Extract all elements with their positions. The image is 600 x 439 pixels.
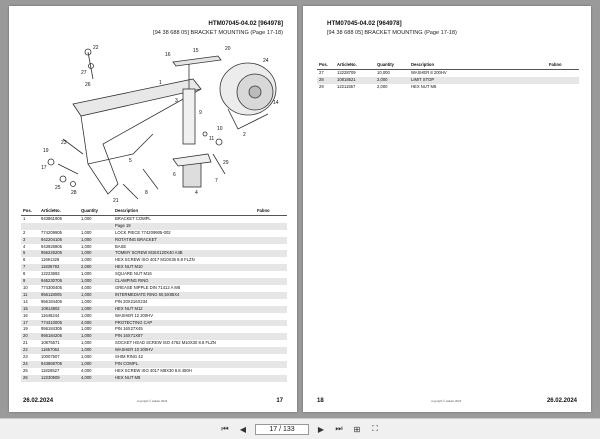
table-cell: 2,000 [375, 77, 409, 84]
table-cell: 942204105 [39, 237, 79, 244]
page-title: HTM07045-04.02 [964978] [327, 20, 402, 27]
table-cell [255, 271, 287, 278]
table-cell: 943861905 [41, 215, 62, 221]
table-row [21, 271, 287, 278]
table-cell [255, 361, 287, 368]
table-cell: 15 [21, 306, 39, 313]
table-cell: 14 [23, 298, 28, 304]
table-cell [255, 278, 287, 285]
table-cell: 1,000 [79, 278, 113, 285]
svg-text:16: 16 [165, 52, 171, 58]
table-cell: HEX NUT M10 [113, 264, 255, 271]
page-separator: / [279, 425, 282, 433]
svg-text:10: 10 [217, 126, 223, 132]
page-current: 17 [269, 425, 278, 433]
table-row [21, 313, 287, 320]
table-cell [255, 292, 287, 299]
table-cell [255, 326, 287, 333]
table-cell: PIN COMPL. [113, 361, 255, 368]
table-cell: LOCK PIECE 774209905-002 [115, 229, 171, 235]
table-cell: 1,000 [81, 243, 92, 249]
page-total: 133 [282, 425, 295, 433]
page-indicator[interactable] [255, 424, 309, 435]
footer-page-number: 18 [317, 398, 324, 404]
table-cell: 12223693 [41, 271, 60, 277]
table-cell: 20 [21, 333, 39, 340]
table-cell: 11646244 [41, 312, 60, 318]
table-cell: SOCKET HEAD SCREW ISO 4762 M10X30 8.8 FLZN [115, 340, 216, 346]
fullscreen-icon[interactable]: ⛶ [372, 424, 378, 433]
table-cell: 1,000 [81, 354, 92, 360]
last-page-icon[interactable]: ⏭ [335, 424, 343, 433]
table-cell [255, 264, 287, 271]
table-cell: 11657062 [39, 347, 79, 354]
table-cell: HEX NUT M8 [411, 83, 437, 89]
svg-text:15: 15 [193, 48, 199, 54]
svg-text:5: 5 [129, 158, 132, 164]
svg-text:17: 17 [41, 165, 47, 171]
table-cell: 956184205 [39, 333, 79, 340]
table-cell: 12228709 [337, 69, 356, 75]
page-subtitle: [94 38 688 05] BRACKET MOUNTING (Page 17-18) [327, 30, 457, 36]
table-cell [255, 333, 287, 340]
svg-text:4: 4 [195, 190, 198, 196]
table-row [21, 250, 287, 257]
table-cell [255, 320, 287, 327]
table-cell: 4,000 [81, 284, 92, 290]
next-page-icon[interactable]: ▶ [317, 424, 325, 434]
table-cell: 956118005 [39, 292, 79, 299]
svg-text:1: 1 [159, 80, 162, 86]
column-header: Pos. [21, 208, 39, 215]
table-row [21, 264, 287, 271]
table-cell [255, 299, 287, 306]
table-cell: 10814802 [39, 306, 79, 313]
svg-text:24: 24 [263, 58, 269, 64]
table-cell: 1,000 [81, 326, 92, 332]
table-cell: HEX SCREW ISO 4017 M10X35 8.8 FLZN [115, 257, 195, 263]
svg-text:2: 2 [243, 132, 246, 138]
table-cell: 4 [23, 243, 26, 249]
table-cell: 10 [23, 284, 28, 290]
table-cell: 1,000 [81, 215, 92, 221]
parts-table [317, 62, 579, 91]
table-cell: INTERMEDIATE RING 60,5X85X4 [113, 292, 255, 299]
table-row [21, 354, 287, 361]
table-cell: WASHER 10 200HV [113, 347, 255, 354]
table-cell: 1,000 [79, 306, 113, 313]
table-row [21, 347, 287, 354]
table-cell: 10818521 [335, 77, 375, 84]
table-cell: 5 [21, 250, 39, 257]
table-cell [255, 237, 287, 244]
table-row [317, 77, 579, 84]
table-cell [255, 244, 287, 251]
table-cell: SHIM RING 42 [115, 354, 143, 360]
table-cell [255, 257, 287, 264]
table-row [317, 84, 579, 91]
table-cell: 17 [21, 320, 39, 327]
table-cell: 8 [23, 271, 26, 277]
table-cell: PROTECTING CAP [113, 320, 255, 327]
column-header: ArticleNo. [335, 62, 375, 69]
svg-text:7: 7 [215, 178, 218, 184]
table-cell: 12230509 [39, 375, 79, 382]
table-cell: 10,000 [377, 69, 390, 75]
svg-text:26: 26 [85, 82, 91, 88]
table-cell: 11691328 [41, 257, 60, 263]
table-row [21, 257, 287, 264]
svg-text:21: 21 [113, 198, 119, 204]
table-cell: 1,000 [81, 257, 92, 263]
table-cell [21, 223, 39, 230]
table-cell: 25 [23, 367, 28, 373]
table-header-row [317, 62, 579, 69]
column-header: ArticleNo. [39, 208, 79, 215]
table-row [21, 278, 287, 285]
table-cell [255, 368, 287, 375]
table-row [21, 285, 287, 292]
footer-date: 26.02.2024 [546, 398, 577, 404]
table-row [21, 375, 287, 382]
table-row [21, 340, 287, 347]
svg-text:8: 8 [145, 190, 148, 196]
table-cell: 774209905 [41, 229, 62, 235]
table-cell: 1,000 [79, 361, 113, 368]
table-cell: 10875571 [41, 340, 60, 346]
footer-copyright: copyright © walder 2024 [431, 399, 462, 403]
table-cell: 1 [23, 215, 26, 221]
viewer-toolbar [0, 418, 600, 439]
parts-table [21, 208, 287, 382]
table-cell: LIMIT STOP [409, 77, 547, 84]
table-cell [255, 285, 287, 292]
exploded-parts-diagram [33, 44, 283, 204]
table-cell: 956184405 [41, 298, 62, 304]
table-cell: 4,000 [79, 375, 113, 382]
table-cell: TOMMY SCREW M16X120X40 A3B [113, 250, 255, 257]
prev-page-icon[interactable]: ◀ [239, 424, 247, 434]
table-cell [255, 340, 287, 347]
svg-text:19: 19 [43, 148, 49, 154]
table-cell [547, 69, 579, 76]
column-header: Fabno [255, 208, 287, 215]
table-cell: 943868705 [39, 361, 79, 368]
table-cell: BRACKET COMPL [115, 215, 151, 221]
table-cell: 11826527 [41, 367, 60, 373]
table-cell [255, 354, 287, 361]
svg-text:23: 23 [61, 140, 67, 146]
table-row [21, 306, 287, 313]
svg-text:28: 28 [71, 190, 77, 196]
table-cell: 12211557 [337, 83, 356, 89]
svg-text:14: 14 [273, 100, 279, 106]
column-header: Description [113, 208, 255, 215]
table-cell: BASE [115, 243, 127, 249]
right-page [303, 6, 591, 412]
table-cell: 11 [21, 292, 39, 299]
table-cell: 946230705 [39, 278, 79, 285]
table-cell: 21 [23, 340, 28, 346]
table-cell: 7 [21, 264, 39, 271]
table-cell [255, 215, 287, 222]
table-cell [255, 347, 287, 354]
table-header-row [21, 208, 287, 215]
table-cell: 1,000 [81, 298, 92, 304]
footer-page-number: 17 [276, 398, 283, 404]
table-cell: 23 [23, 354, 28, 360]
table-cell: 1,000 [79, 250, 113, 257]
table-cell: 1,000 [79, 237, 113, 244]
left-page [9, 6, 297, 412]
column-header: Fabno [547, 62, 579, 69]
table-cell: 6 [23, 257, 26, 263]
table-cell: Page 19 [113, 223, 255, 230]
column-header: Quantity [375, 62, 409, 69]
table-cell [255, 306, 287, 313]
svg-text:20: 20 [225, 46, 231, 52]
table-row [21, 326, 287, 333]
table-cell [255, 250, 287, 257]
table-row [21, 333, 287, 340]
column-header: Description [409, 62, 547, 69]
table-cell [255, 230, 287, 237]
table-cell: 28 [317, 77, 335, 84]
table-cell: 1,000 [79, 333, 113, 340]
table-cell: 26 [21, 375, 39, 382]
table-cell: PIN 16X27X45 [115, 326, 143, 332]
table-cell: 16 [23, 312, 28, 318]
table-row [21, 223, 287, 230]
table-cell: 774310005 [39, 320, 79, 327]
svg-text:6: 6 [173, 172, 176, 178]
table-cell: 1,000 [81, 229, 92, 235]
table-cell: 27 [319, 69, 324, 75]
svg-text:22: 22 [93, 45, 99, 51]
column-header: Pos. [317, 62, 335, 69]
table-cell: 3 [21, 237, 39, 244]
table-row [21, 292, 287, 299]
table-cell: HEX NUT M8 [113, 375, 255, 382]
svg-text:11: 11 [209, 136, 215, 142]
table-cell [255, 375, 287, 382]
svg-text:25: 25 [55, 185, 61, 191]
table-row [21, 320, 287, 327]
table-cell: 1,000 [81, 312, 92, 318]
table-cell: 9 [21, 278, 39, 285]
zoom-icon[interactable]: ⊞ [353, 424, 361, 434]
footer-copyright: copyright © walder 2024 [137, 399, 168, 403]
svg-text:3: 3 [175, 98, 178, 104]
table-cell: 22 [21, 347, 39, 354]
table-cell: WASHER 12 200HV [115, 312, 154, 318]
table-cell: 4,000 [81, 367, 92, 373]
column-header: Quantity [79, 208, 113, 215]
svg-text:27: 27 [81, 70, 87, 76]
table-cell: 11836793 [39, 264, 79, 271]
table-cell: 1,000 [81, 271, 92, 277]
svg-text:29: 29 [223, 160, 229, 166]
table-cell: PIN 16X71X87 [113, 333, 255, 340]
table-row [21, 368, 287, 375]
table-cell [79, 223, 113, 230]
table-cell: 1,000 [79, 292, 113, 299]
table-row [21, 230, 287, 237]
table-cell: PIN 20X216X234 [115, 298, 148, 304]
table-row [21, 237, 287, 244]
table-cell: 2,000 [377, 83, 388, 89]
table-cell: 943926805 [41, 243, 62, 249]
table-cell: HEX NUT M12 [113, 306, 255, 313]
table-cell [547, 77, 579, 84]
table-cell: SQUARE NUT M16 [115, 271, 152, 277]
table-cell [255, 313, 287, 320]
svg-text:9: 9 [199, 110, 202, 116]
table-cell: 956184305 [41, 326, 62, 332]
table-cell: 1,000 [81, 340, 92, 346]
footer-date: 26.02.2024 [23, 398, 54, 404]
table-cell: 24 [21, 361, 39, 368]
table-cell: GREASE NIPPLE DIN 71412 A M6 [115, 284, 181, 290]
page-subtitle: [94 38 688 05] BRACKET MOUNTING (Page 17-18) [153, 30, 283, 36]
table-cell: ROTATING BRACKET [113, 237, 255, 244]
table-row [21, 244, 287, 251]
table-cell: 956226205 [39, 250, 79, 257]
table-cell [255, 223, 287, 230]
table-cell: HEX SCREW ISO 4017 M8X30 8.8 480H [115, 367, 192, 373]
table-cell: 2,000 [79, 264, 113, 271]
table-cell: 1,000 [79, 347, 113, 354]
table-cell: 774300405 [41, 284, 62, 290]
table-cell [547, 84, 579, 91]
page-title: HTM07045-04.02 [964978] [208, 20, 283, 27]
table-row [21, 361, 287, 368]
table-cell: 2 [23, 229, 26, 235]
table-cell: 19 [23, 326, 28, 332]
table-cell: 4,000 [79, 320, 113, 327]
table-cell: 10007507 [41, 354, 60, 360]
table-cell: WASHER 8 200HV [411, 69, 447, 75]
table-cell: CLAMPING RING [113, 278, 255, 285]
table-cell [39, 223, 79, 230]
table-row [21, 215, 287, 222]
first-page-icon[interactable]: ⏮ [221, 424, 229, 433]
table-cell: 29 [319, 83, 324, 89]
table-row [317, 69, 579, 76]
table-row [21, 299, 287, 306]
